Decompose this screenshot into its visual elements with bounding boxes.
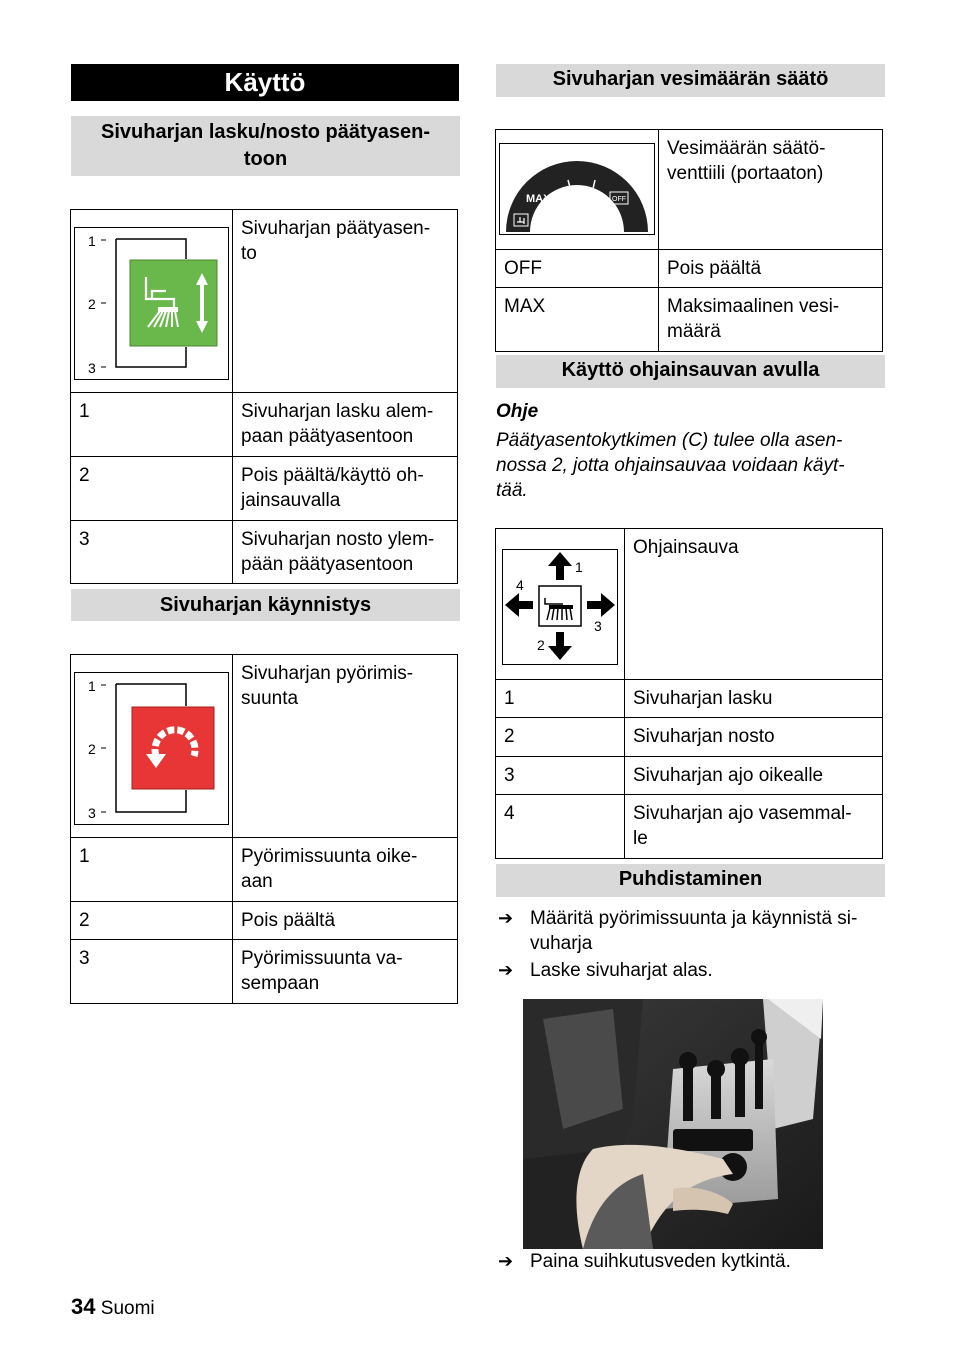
dial-off-label: OFF xyxy=(612,196,626,203)
section-title-line2: toon xyxy=(243,148,288,170)
section-title-water-amount: Sivuharjan vesimäärän säätö xyxy=(496,64,885,97)
switch-label-3: 3 xyxy=(88,805,96,821)
switch-label-2: 2 xyxy=(88,741,96,757)
row-text: Pois päältä xyxy=(233,902,458,940)
row-text: Sivuharjan nosto xyxy=(625,718,883,757)
joystick-label-2: 2 xyxy=(537,637,545,653)
icon-description: Ohjainsauva xyxy=(625,529,883,680)
switch-label-1: 1 xyxy=(88,678,96,694)
row-text: Sivuharjan nosto ylem- pään päätyasentoon xyxy=(233,521,458,584)
icon-description: Vesimäärän säätö- venttiili (portaaton) xyxy=(659,130,883,250)
bullet-text: Paina suihkutusveden kytkintä. xyxy=(530,1251,791,1272)
icon-cell xyxy=(71,655,233,838)
row-number: 3 xyxy=(496,757,625,795)
switch-label-1: 1 xyxy=(88,233,96,249)
arrow-right-icon: ➔ xyxy=(498,960,514,980)
arrow-right-icon: ➔ xyxy=(498,1251,514,1271)
control-panel-photo xyxy=(523,999,823,1249)
page-footer xyxy=(71,1294,155,1320)
row-text: Sivuharjan ajo vasemmal- le xyxy=(625,795,883,859)
note-text: Päätyasentokytkimen (C) tulee olla asen- nossa 2, jotta ohjainsauvaa voidaan käyt- tää. xyxy=(496,430,845,501)
row-number: 2 xyxy=(71,457,233,521)
row-number: 2 xyxy=(71,902,233,940)
section-title-joystick: Käyttö ohjainsauvan avulla xyxy=(496,355,885,388)
row-text: Pois päältä/käyttö oh- jainsauvalla xyxy=(233,457,458,521)
section-title-brush-lift xyxy=(71,116,460,176)
joystick-label-1: 1 xyxy=(575,559,583,575)
water-amount-table xyxy=(495,129,883,352)
row-number: 3 xyxy=(71,521,233,584)
section-title-brush-start: Sivuharjan käynnistys xyxy=(71,589,460,621)
row-number: 4 xyxy=(496,795,625,859)
row-text: Pyörimissuunta va- sempaan xyxy=(233,940,458,1004)
row-number: 1 xyxy=(496,680,625,718)
icon-cell xyxy=(71,210,233,393)
page-title: Käyttö xyxy=(71,64,459,101)
bullet-item xyxy=(498,958,884,984)
switch-label-3: 3 xyxy=(88,360,96,376)
section-title-cleaning: Puhdistaminen xyxy=(496,864,885,897)
arrow-right-icon: ➔ xyxy=(498,908,514,928)
bullet-item xyxy=(498,1249,884,1275)
brush-start-table xyxy=(70,654,458,1004)
row-text: Sivuharjan lasku xyxy=(625,680,883,718)
icon-description: Sivuharjan päätyasen- to xyxy=(233,210,458,393)
bullet-text: Määritä pyörimissuunta ja käynnistä si- vuharja xyxy=(530,908,858,954)
joystick-label-3: 3 xyxy=(594,618,602,634)
page-number: 34 xyxy=(71,1294,96,1319)
note-label: Ohje xyxy=(496,401,539,422)
icon-description: Sivuharjan pyörimis- suunta xyxy=(233,655,458,838)
end-position-switch-icon xyxy=(74,227,229,380)
row-text: Sivuharjan ajo oikealle xyxy=(625,757,883,795)
rotation-direction-switch-icon xyxy=(74,672,229,825)
row-number: OFF xyxy=(496,250,659,288)
row-number: 2 xyxy=(496,718,625,757)
row-number: 3 xyxy=(71,940,233,1004)
row-number: 1 xyxy=(71,838,233,902)
icon-cell xyxy=(496,529,625,680)
bullet-text: Laske sivuharjat alas. xyxy=(530,960,713,981)
row-number: MAX xyxy=(496,288,659,352)
switch-label-2: 2 xyxy=(88,296,96,312)
joystick-label-4: 4 xyxy=(516,577,524,593)
row-number: 1 xyxy=(71,393,233,457)
joystick-table xyxy=(495,528,883,859)
row-text: Sivuharjan lasku alem- paan päätyasentoon xyxy=(233,393,458,457)
icon-cell xyxy=(496,130,659,250)
section-title-line1: Sivuharjan lasku/nosto päätyasen- xyxy=(101,121,430,143)
row-text: Maksimaalinen vesi- määrä xyxy=(659,288,883,352)
brush-lift-table xyxy=(70,209,458,584)
joystick-icon xyxy=(502,549,618,665)
bullet-item xyxy=(498,906,884,958)
row-text: Pyörimissuunta oike- aan xyxy=(233,838,458,902)
water-valve-dial-icon xyxy=(499,143,655,235)
footer-language: Suomi xyxy=(100,1298,155,1319)
dial-max-label: MAX xyxy=(526,193,551,205)
row-text: Pois päältä xyxy=(659,250,883,288)
